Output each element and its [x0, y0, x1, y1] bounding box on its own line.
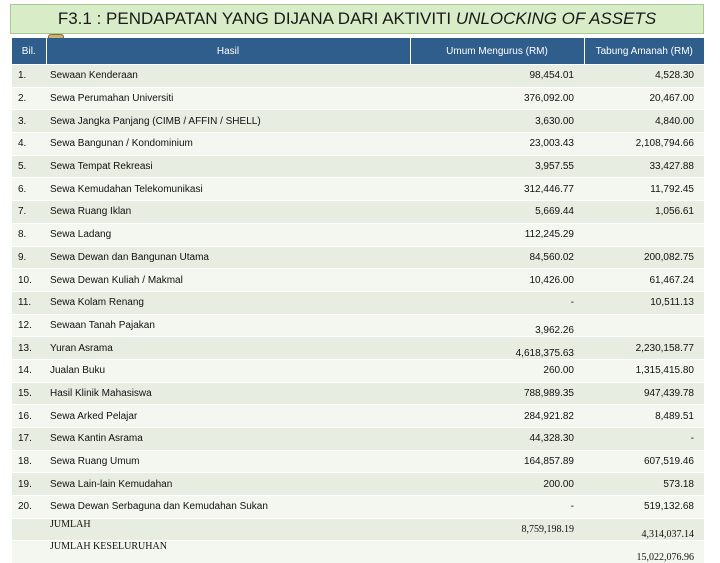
table-row — [12, 133, 704, 156]
row-number: 1. — [12, 65, 46, 88]
row-number: 18. — [12, 450, 46, 473]
row-umum: - — [410, 496, 584, 519]
row-umum: 5,669.44 — [410, 201, 584, 224]
row-hasil: Sewa Arked Pelajar — [46, 405, 410, 428]
row-umum: 200.00 — [410, 473, 584, 496]
row-number: 19. — [12, 473, 46, 496]
table-row — [12, 269, 704, 292]
row-hasil: Sewa Ruang Iklan — [46, 201, 410, 224]
row-tabung: 2,230,158.77 — [584, 337, 704, 360]
row-number: 13. — [12, 337, 46, 360]
row-tabung: 1,056.61 — [584, 201, 704, 224]
row-hasil: Yuran Asrama — [46, 337, 410, 360]
row-number: 11. — [12, 291, 46, 314]
row-number: 6. — [12, 178, 46, 201]
row-tabung — [584, 223, 704, 246]
row-tabung: 519,132.68 — [584, 496, 704, 519]
row-number: 7. — [12, 201, 46, 224]
row-umum: 260.00 — [410, 359, 584, 382]
table-row — [12, 155, 704, 178]
jumlah-row — [12, 518, 704, 541]
row-number: 17. — [12, 428, 46, 451]
table-row — [12, 428, 704, 451]
table-header-row — [12, 38, 704, 65]
row-tabung: 4,528.30 — [584, 65, 704, 88]
row-tabung: 947,439.78 — [584, 382, 704, 405]
row-tabung: 200,082.75 — [584, 246, 704, 269]
row-number: 16. — [12, 405, 46, 428]
row-umum: 44,328.30 — [410, 428, 584, 451]
header-umum: Umum Mengurus (RM) — [410, 38, 584, 65]
row-number: 10. — [12, 269, 46, 292]
row-number: 12. — [12, 314, 46, 337]
row-umum: 3,962.26 — [410, 314, 584, 337]
row-number: 4. — [12, 133, 46, 156]
row-tabung: 61,467.24 — [584, 269, 704, 292]
table-row — [12, 337, 704, 360]
row-hasil: Sewaan Tanah Pajakan — [46, 314, 410, 337]
table-row — [12, 314, 704, 337]
jumlah-keseluruhan-row — [12, 541, 704, 563]
row-number: 8. — [12, 223, 46, 246]
row-umum: 164,857.89 — [410, 450, 584, 473]
row-hasil: Sewa Ladang — [46, 223, 410, 246]
row-number: 2. — [12, 87, 46, 110]
table-body — [12, 65, 704, 563]
total-tabung: 4,314,037.14 — [584, 518, 704, 541]
row-tabung: 20,467.00 — [584, 87, 704, 110]
page-title — [10, 4, 704, 34]
row-umum: 112,245.29 — [410, 223, 584, 246]
row-tabung: 8,489.51 — [584, 405, 704, 428]
row-hasil: Jualan Buku — [46, 359, 410, 382]
row-umum: 312,446.77 — [410, 178, 584, 201]
row-number: 3. — [12, 110, 46, 133]
table-row — [12, 65, 704, 88]
row-umum: 3,630.00 — [410, 110, 584, 133]
row-tabung: 4,840.00 — [584, 110, 704, 133]
table-row — [12, 405, 704, 428]
row-number: 9. — [12, 246, 46, 269]
header-tabung: Tabung Amanah (RM) — [584, 38, 704, 65]
table-row — [12, 87, 704, 110]
table-row — [12, 382, 704, 405]
total-tabung: 15,022,076.96 — [584, 541, 704, 563]
row-hasil: Sewa Tempat Rekreasi — [46, 155, 410, 178]
row-umum: 284,921.82 — [410, 405, 584, 428]
row-tabung — [584, 314, 704, 337]
row-number: 5. — [12, 155, 46, 178]
row-hasil: Sewa Dewan Kuliah / Makmal — [46, 269, 410, 292]
row-tabung: 607,519.46 — [584, 450, 704, 473]
row-hasil: Sewa Jangka Panjang (CIMB / AFFIN / SHELL) — [46, 110, 410, 133]
row-tabung: 33,427.88 — [584, 155, 704, 178]
table-row — [12, 223, 704, 246]
table-row — [12, 496, 704, 519]
row-umum: 10,426.00 — [410, 269, 584, 292]
row-hasil: Sewa Dewan Serbaguna dan Kemudahan Sukan — [46, 496, 410, 519]
table-row — [12, 359, 704, 382]
row-tabung: 11,792.45 — [584, 178, 704, 201]
row-umum: 788,989.35 — [410, 382, 584, 405]
row-number: 14. — [12, 359, 46, 382]
header-bil: Bil. — [12, 38, 46, 65]
row-umum: 4,618,375.63 — [410, 337, 584, 360]
row-tabung: 2,108,794.66 — [584, 133, 704, 156]
title-italic: UNLOCKING OF ASSETS — [456, 9, 656, 28]
row-tabung: 10,511.13 — [584, 291, 704, 314]
total-umum — [410, 541, 584, 563]
table-row — [12, 178, 704, 201]
row-hasil: Sewaan Kenderaan — [46, 65, 410, 88]
row-tabung: - — [584, 428, 704, 451]
table-row — [12, 201, 704, 224]
total-spacer — [12, 541, 46, 563]
row-number: 15. — [12, 382, 46, 405]
table-row — [12, 450, 704, 473]
row-umum: 84,560.02 — [410, 246, 584, 269]
table-row — [12, 291, 704, 314]
row-hasil: Sewa Kolam Renang — [46, 291, 410, 314]
header-hasil: Hasil — [46, 38, 410, 65]
row-umum: 376,092.00 — [410, 87, 584, 110]
row-number: 20. — [12, 496, 46, 519]
row-hasil: Sewa Dewan dan Bangunan Utama — [46, 246, 410, 269]
row-umum: 3,957.55 — [410, 155, 584, 178]
row-hasil: Sewa Kantin Asrama — [46, 428, 410, 451]
row-umum: - — [410, 291, 584, 314]
row-hasil: Sewa Ruang Umum — [46, 450, 410, 473]
total-spacer — [12, 518, 46, 541]
row-hasil: Sewa Kemudahan Telekomunikasi — [46, 178, 410, 201]
row-tabung: 1,315,415.80 — [584, 359, 704, 382]
title-prefix: F3.1 : PENDAPATAN YANG DIJANA DARI AKTIVITI — [58, 9, 451, 28]
table-row — [12, 473, 704, 496]
row-hasil: Sewa Lain-lain Kemudahan — [46, 473, 410, 496]
table-row — [12, 246, 704, 269]
row-tabung: 573.18 — [584, 473, 704, 496]
row-hasil: Sewa Perumahan Universiti — [46, 87, 410, 110]
total-umum: 8,759,198.19 — [410, 518, 584, 541]
row-umum: 98,454.01 — [410, 65, 584, 88]
row-umum: 23,003.43 — [410, 133, 584, 156]
row-hasil: Hasil Klinik Mahasiswa — [46, 382, 410, 405]
revenue-table — [12, 38, 704, 563]
total-label: JUMLAH KESELURUHAN — [46, 541, 410, 563]
table-row — [12, 110, 704, 133]
row-hasil: Sewa Bangunan / Kondominium — [46, 133, 410, 156]
total-label: JUMLAH — [46, 518, 410, 541]
